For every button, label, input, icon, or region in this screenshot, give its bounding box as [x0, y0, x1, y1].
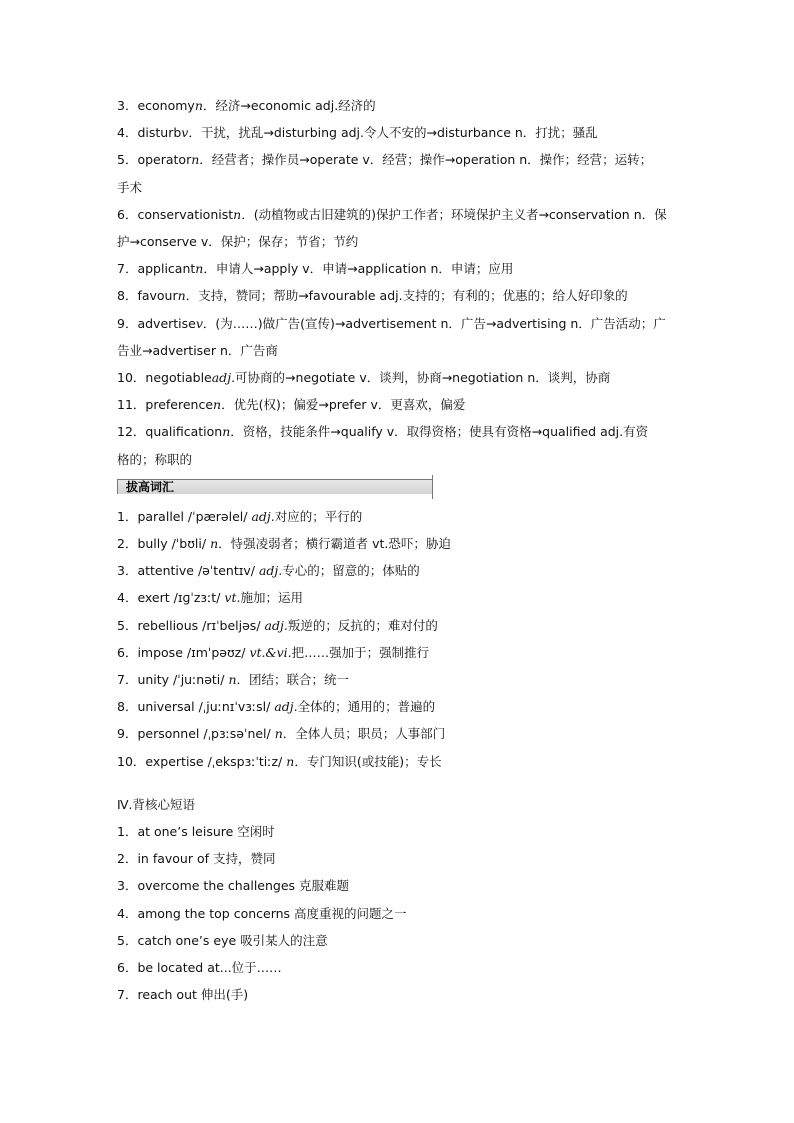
word-list — [117, 92, 687, 473]
phrase-item: 4．among the top concerns 高度重视的问题之一 — [117, 905, 407, 921]
part-of-speech: n — [233, 206, 242, 222]
part-of-speech: adj. — [264, 617, 288, 633]
advanced-word-item: 1．parallel /ˈpærəlel/ adj.对应的；平行的 — [117, 508, 363, 524]
section-header-label: 拔高词汇 — [126, 479, 175, 494]
advanced-word-list — [117, 503, 687, 775]
part-of-speech: adj. — [211, 370, 236, 386]
advanced-word-item: 6．impose /ɪmˈpəʊz/ vt.&vi.把……强加于；强制推行 — [117, 644, 430, 660]
part-of-speech: v — [195, 315, 203, 331]
advanced-word-item: 2．bully /ˈbʊli/ n．恃强凌弱者；横行霸道者 vt.恐吓；胁迫 — [117, 536, 451, 552]
part-of-speech: n — [210, 536, 219, 552]
advanced-word-item: 8．universal /ˌjuːnɪˈvɜːsl/ adj.全体的；通用的；普遍的 — [117, 699, 436, 715]
phrase-item: 7．reach out 伸出(手) — [117, 987, 249, 1003]
advanced-word-item: 9．personnel /ˌpɜːsəˈnel/ n．全体人员；职员；人事部门 — [117, 726, 446, 742]
phrases-section-title: Ⅳ.背核心短语 — [117, 796, 196, 812]
phrase-item: 6．be located at...位于…… — [117, 960, 282, 976]
content-area — [117, 92, 687, 1009]
part-of-speech: adj. — [251, 508, 275, 524]
part-of-speech: n — [228, 672, 237, 688]
word-item: 5．operatorn．经营者；操作员→operate v．经营；操作→operation n．操作；经营；运转； — [117, 152, 653, 168]
phrase-item: 1．at one’s leisure 空闲时 — [117, 824, 275, 840]
word-item: 3．economyn．经济→economic adj.经济的 — [117, 98, 376, 113]
part-of-speech: adj. — [274, 699, 298, 715]
part-of-speech: vt.&vi. — [249, 644, 292, 660]
section-header-bar — [117, 479, 433, 494]
part-of-speech: n — [286, 753, 295, 769]
part-of-speech: n — [222, 424, 231, 440]
part-of-speech: n — [191, 152, 200, 168]
advanced-word-item: 3．attentive /əˈtentɪv/ adj.专心的；留意的；体贴的 — [117, 563, 420, 579]
advanced-word-item: 10．expertise /ˌekspɜːˈtiːz/ n．专门知识(或技能)；专长 — [117, 753, 442, 769]
word-item: 7．applicantn．申请人→apply v．申请→application n．申请；应用 — [117, 261, 514, 277]
part-of-speech: n — [195, 261, 204, 277]
section-header — [117, 475, 687, 499]
part-of-speech: n — [194, 98, 203, 113]
word-item-continuation: 手术 — [117, 179, 143, 195]
phrase-list — [117, 818, 687, 1008]
part-of-speech: v — [181, 125, 189, 141]
spacer — [117, 775, 687, 791]
phrase-item: 3．overcome the challenges 克服难题 — [117, 878, 350, 894]
word-item: 11．preferencen．优先(权)；偏爱→prefer v．更喜欢，偏爱 — [117, 397, 466, 413]
advanced-word-item: 7．unity /ˈjuːnəti/ n．团结；联合；统一 — [117, 672, 350, 688]
advanced-word-item: 4．exert /ɪɡˈzɜːt/ vt.施加；运用 — [117, 590, 303, 606]
phrase-item: 5．catch one’s eye 吸引某人的注意 — [117, 932, 328, 948]
word-item: 4．disturbv．干扰，扰乱→disturbing adj.令人不安的→disturbance n．打扰；骚乱 — [117, 125, 598, 141]
phrase-item: 2．in favour of 支持，赞同 — [117, 851, 276, 867]
word-item: 10．negotiableadj.可协商的→negotiate v．谈判，协商→negotiation n．谈判，协商 — [117, 370, 611, 386]
word-item-continuation: 格的；称职的 — [117, 451, 193, 467]
section-header-divider — [432, 475, 433, 499]
word-item: 8．favourn．支持，赞同；帮助→favourable adj.支持的；有利的；优惠的；给人好印象的 — [117, 288, 628, 304]
advanced-word-item: 5．rebellious /rɪˈbeljəs/ adj.叛逆的；反抗的；难对付的 — [117, 617, 438, 633]
part-of-speech: n — [274, 726, 283, 742]
part-of-speech: vt. — [224, 590, 241, 606]
word-item: 9．advertisev．(为……)做广告(宣传)→advertisement n．广告→advertising n．广告活动；广 — [117, 315, 666, 331]
part-of-speech: n — [177, 288, 186, 304]
word-item: 12．qualificationn．资格，技能条件→qualify v．取得资格；使具有资格→qualified adj.有资 — [117, 424, 649, 440]
part-of-speech: n — [213, 397, 222, 413]
word-item: 6．conservationistn．(动植物或古旧建筑的)保护工作者；环境保护主义者→conservation n．保 — [117, 206, 667, 222]
part-of-speech: adj. — [258, 563, 283, 579]
word-item-continuation: 告业→advertiser n．广告商 — [117, 342, 278, 358]
word-item-continuation: 护→conserve v．保护；保存；节省；节约 — [117, 234, 359, 250]
